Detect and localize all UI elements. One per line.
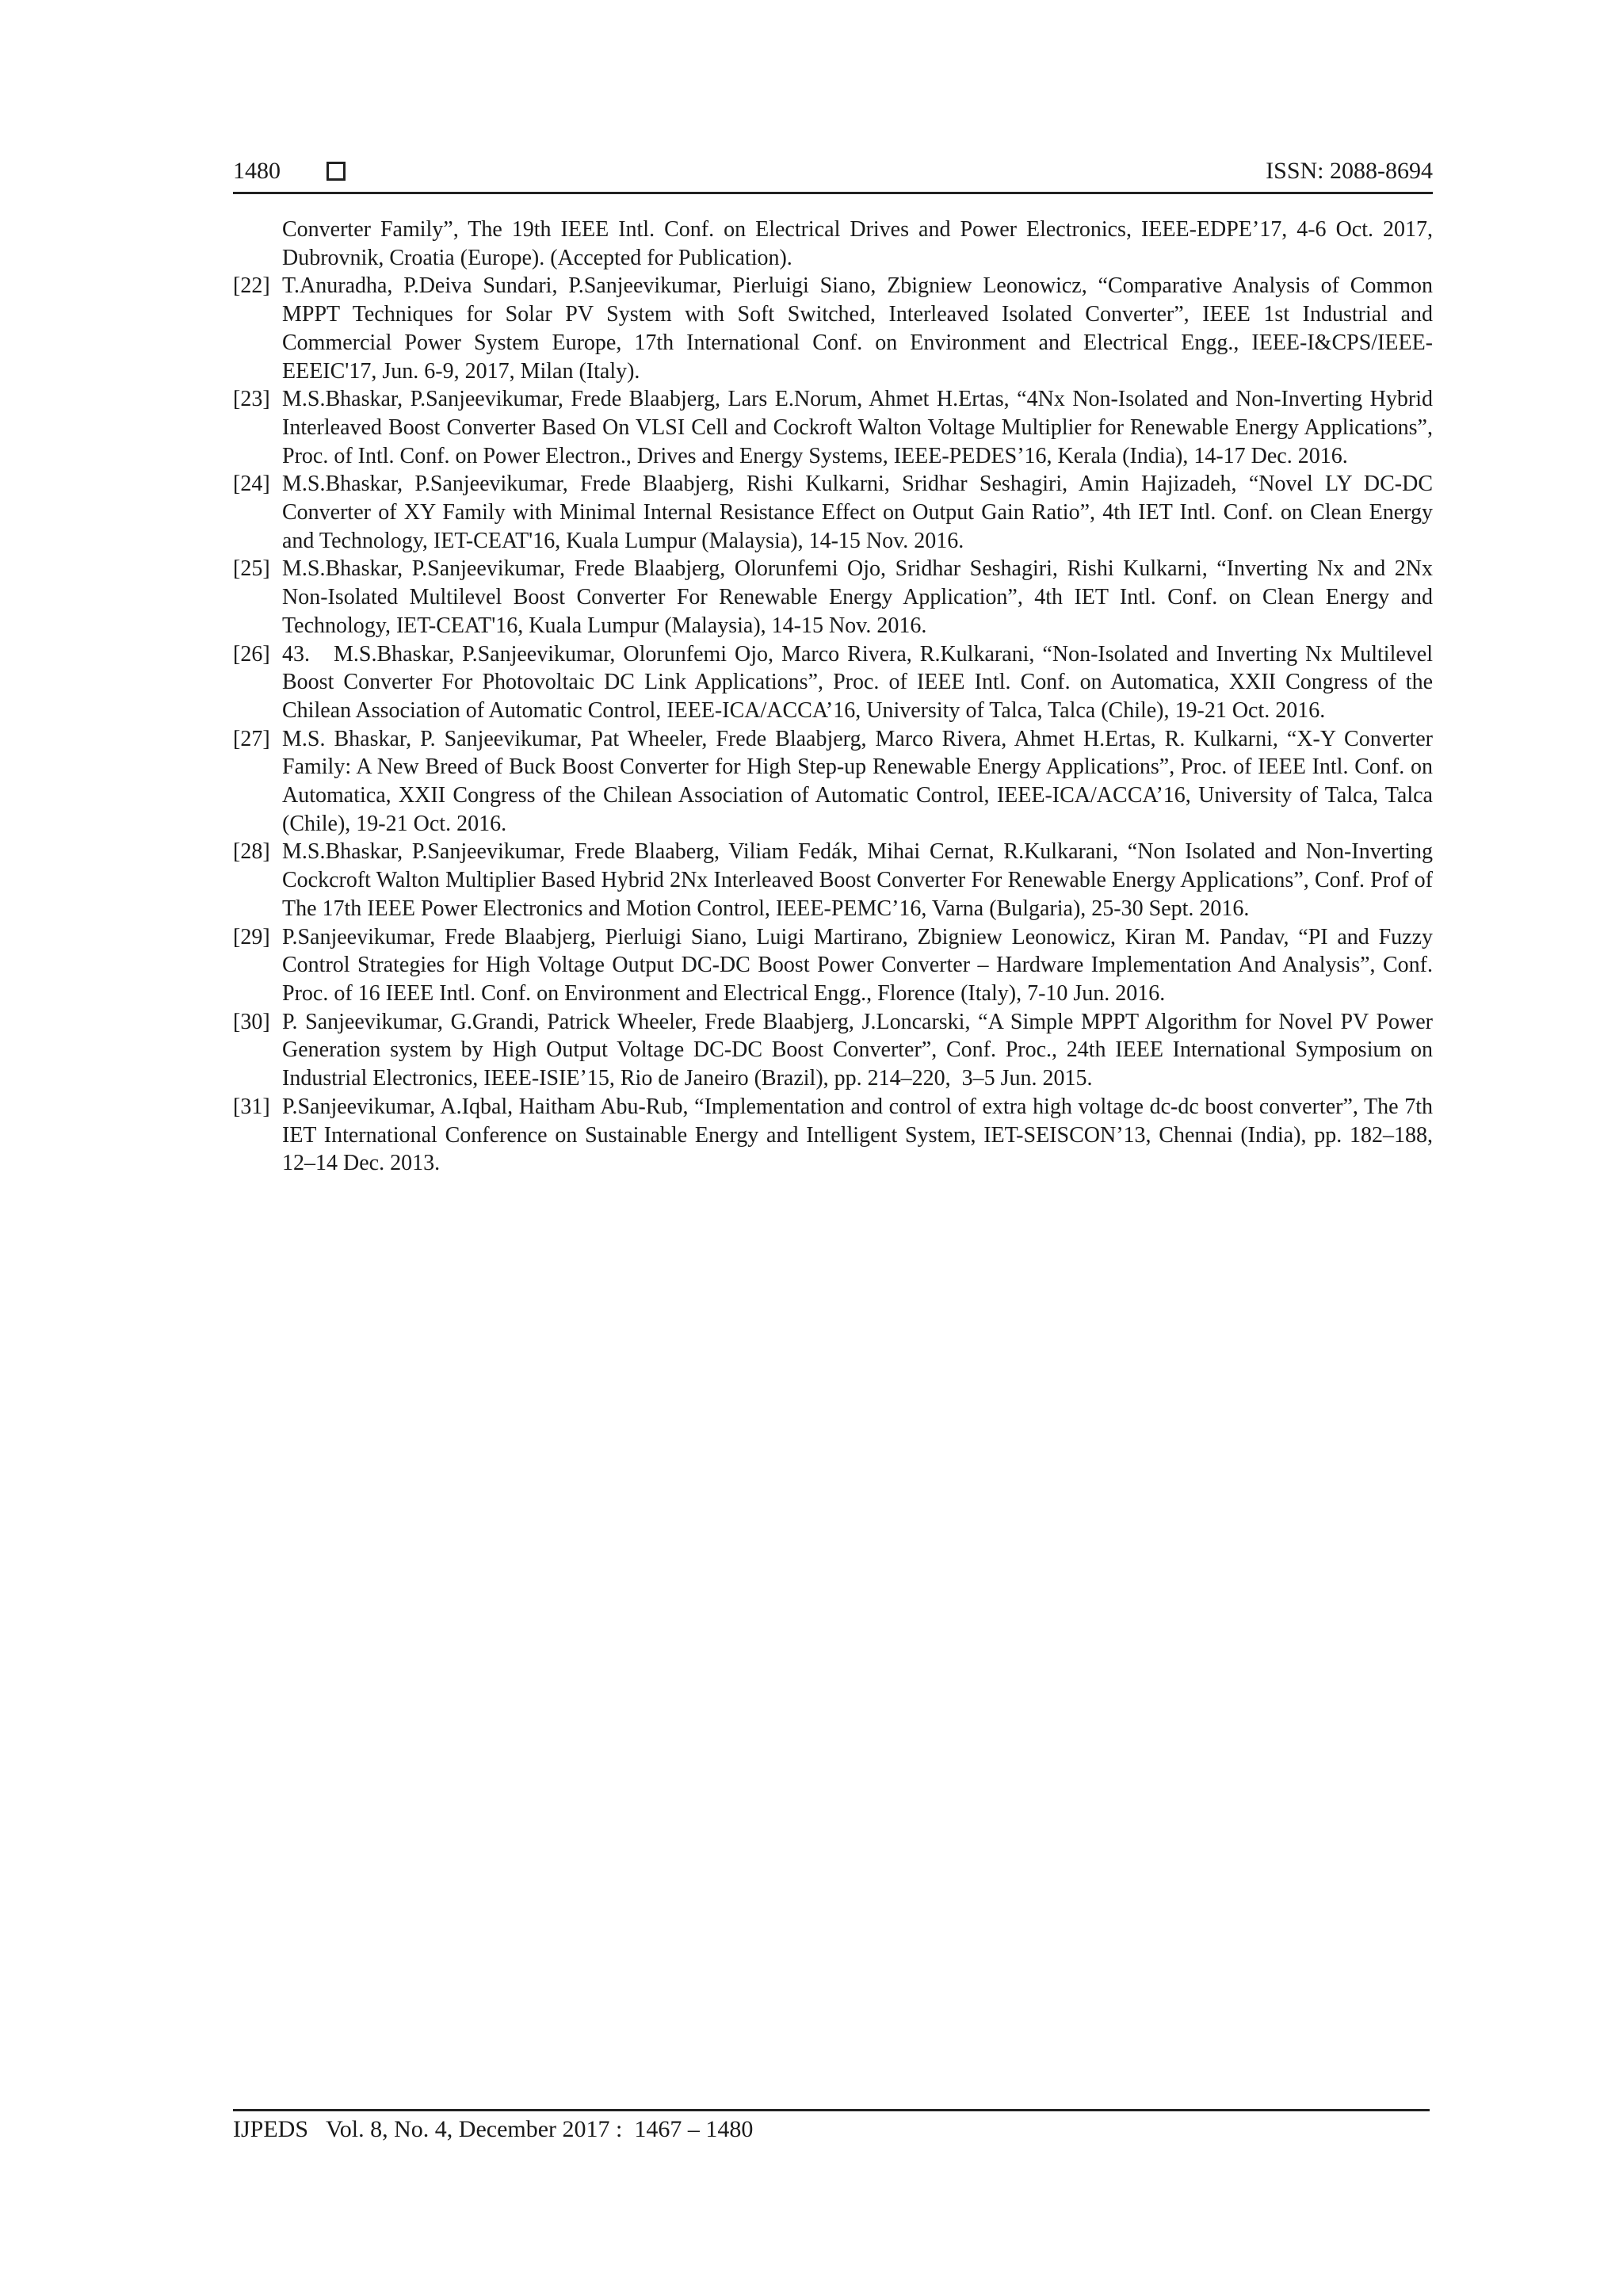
reference-text: M.S. Bhaskar, P. Sanjeevikumar, Pat Wheeler, Frede Blaabjerg, Marco Rivera, Ahmet H.Ertas, R. Kulkarni, “X-Y Converter Family: A New Breed of Buck Boost Converter for High Step-up Renewable Energy Applications”, Proc. of IEEE Intl. Conf. on Automatica, XXII Congress of the Chilean Association of Automatic Control, IEEE-ICA/ACCA’16, University of Talca, Talca (Chile), 19-21 Oct. 2016. bbox=[282, 726, 1433, 836]
reference-text: Converter Family”, The 19th IEEE Intl. Conf. on Electrical Drives and Power Electronics, IEEE-EDPE’17, 4-6 Oct. 2017, Dubrovnik, Croatia (Europe). (Accepted for Publication). bbox=[282, 217, 1433, 270]
reference-text: P.Sanjeevikumar, A.Iqbal, Haitham Abu-Rub, “Implementation and control of extra high voltage dc-dc boost converter”, The 7th IET International Conference on Sustainable Energy and Intelligent System, IET-SEISCON’13, Chennai (India), pp. 182–188, 12–14 Dec. 2013. bbox=[282, 1094, 1433, 1176]
reference-item bbox=[233, 1008, 1433, 1093]
footer-rule bbox=[233, 2109, 1430, 2111]
reference-text: 43. M.S.Bhaskar, P.Sanjeevikumar, Olorunfemi Ojo, Marco Rivera, R.Kulkarani, “Non-Isolated and Inverting Nx Multilevel Boost Converter For Photovoltaic DC Link Applications”, Proc. of IEEE Intl. Conf. on Automatica, XXII Congress of the Chilean Association of Automatic Control, IEEE-ICA/ACCA’16, University of Talca, Talca (Chile), 19-21 Oct. 2016. bbox=[282, 641, 1433, 723]
reference-text: P. Sanjeevikumar, G.Grandi, Patrick Wheeler, Frede Blaabjerg, J.Loncarski, “A Simple MPPT Algorithm for Novel PV Power Generation system by High Output Voltage DC-DC Boost Converter”, Conf. Proc., 24th IEEE International Symposium on Industrial Electronics, IEEE-ISIE’15, Rio de Janeiro (Brazil), pp. 214–220, 3–5 Jun. 2015. bbox=[282, 1009, 1433, 1091]
reference-item bbox=[233, 1093, 1433, 1178]
reference-number: [22] bbox=[233, 273, 270, 299]
reference-number: [24] bbox=[233, 472, 270, 497]
reference-number: [28] bbox=[233, 839, 270, 865]
reference-item bbox=[233, 385, 1433, 470]
reference-item bbox=[233, 640, 1433, 725]
reference-text: M.S.Bhaskar, P.Sanjeevikumar, Frede Blaaberg, Viliam Fedák, Mihai Cernat, R.Kulkarani, “Non Isolated and Non-Inverting Cockcroft Walton Multiplier Based Hybrid 2Nx Interleaved Boost Converter For Renewable Energy Applications”, Conf. Prof of The 17th IEEE Power Electronics and Motion Control, IEEE-PEMC’16, Varna (Bulgaria), 25-30 Sept. 2016. bbox=[282, 839, 1433, 921]
reference-number: [31] bbox=[233, 1094, 270, 1119]
page-number: 1480 bbox=[233, 158, 281, 184]
reference-item bbox=[233, 838, 1433, 923]
page-header bbox=[233, 152, 1433, 192]
square-bullet-icon bbox=[327, 162, 346, 181]
reference-text: P.Sanjeevikumar, Frede Blaabjerg, Pierluigi Siano, Luigi Martirano, Zbigniew Leonowicz, Kiran M. Pandav, “PI and Fuzzy Control Strategies for High Voltage Output DC-DC Boost Power Converter – Hardware Implementation And Analysis”, Conf. Proc. of 16 IEEE Intl. Conf. on Environment and Electrical Engg., Florence (Italy), 7-10 Jun. 2016. bbox=[282, 924, 1433, 1006]
reference-number: [29] bbox=[233, 924, 270, 949]
header-rule bbox=[233, 192, 1433, 194]
journal-footer: IJPEDS Vol. 8, No. 4, December 2017 : 1467 – 1480 bbox=[233, 2116, 754, 2142]
reference-item bbox=[233, 923, 1433, 1008]
reference-item-continued bbox=[233, 216, 1433, 272]
reference-text: M.S.Bhaskar, P.Sanjeevikumar, Frede Blaabjerg, Rishi Kulkarni, Sridhar Seshagiri, Amin Hajizadeh, “Novel LY DC-DC Converter of XY Family with Minimal Internal Resistance Effect on Output Gain Ratio”, 4th IET Intl. Conf. on Clean Energy and Technology, IET-CEAT'16, Kuala Lumpur (Malaysia), 14-15 Nov. 2016. bbox=[282, 472, 1433, 553]
reference-number: [23] bbox=[233, 387, 270, 412]
reference-item bbox=[233, 555, 1433, 640]
reference-item bbox=[233, 272, 1433, 385]
issn-label: ISSN: 2088-8694 bbox=[1266, 158, 1433, 184]
reference-text: M.S.Bhaskar, P.Sanjeevikumar, Frede Blaabjerg, Olorunfemi Ojo, Sridhar Seshagiri, Rishi Kulkarni, “Inverting Nx and 2Nx Non-Isolated Multilevel Boost Converter For Renewable Energy Application”, 4th IET Intl. Conf. on Clean Energy and Technology, IET-CEAT'16, Kuala Lumpur (Malaysia), 14-15 Nov. 2016. bbox=[282, 556, 1433, 638]
reference-number: [26] bbox=[233, 641, 270, 667]
reference-text: T.Anuradha, P.Deiva Sundari, P.Sanjeevikumar, Pierluigi Siano, Zbigniew Leonowicz, “Comparative Analysis of Common MPPT Techniques for Solar PV System with Soft Switched, Interleaved Isolated Converter”, IEEE 1st Industrial and Commercial Power System Europe, 17th International Conf. on Environment and Electrical Engg., IEEE-I&CPS/IEEE-EEEIC'17, Jun. 6-9, 2017, Milan (Italy). bbox=[282, 273, 1433, 384]
reference-item bbox=[233, 470, 1433, 555]
reference-text: M.S.Bhaskar, P.Sanjeevikumar, Frede Blaabjerg, Lars E.Norum, Ahmet H.Ertas, “4Nx Non-Isolated and Non-Inverting Hybrid Interleaved Boost Converter Based On VLSI Cell and Cockroft Walton Voltage Multiplier for Renewable Energy Applications”, Proc. of Intl. Conf. on Power Electron., Drives and Energy Systems, IEEE-PEDES’16, Kerala (India), 14-17 Dec. 2016. bbox=[282, 387, 1433, 468]
reference-number: [27] bbox=[233, 726, 270, 751]
reference-number: [30] bbox=[233, 1009, 270, 1034]
reference-item bbox=[233, 725, 1433, 839]
reference-list bbox=[233, 216, 1433, 1178]
reference-number: [25] bbox=[233, 556, 270, 582]
